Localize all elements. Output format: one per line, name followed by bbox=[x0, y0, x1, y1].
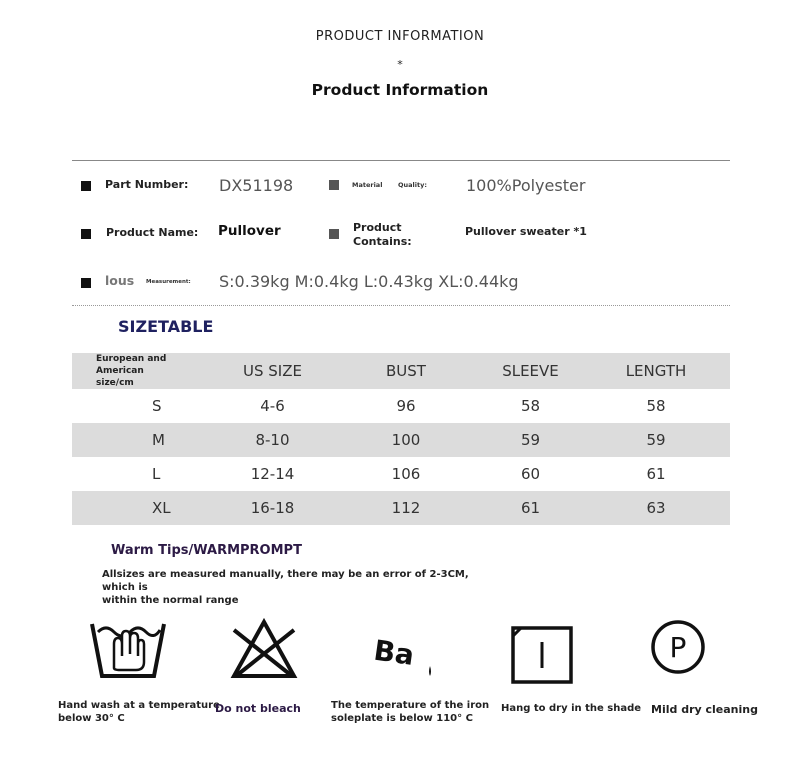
bullet-square-icon bbox=[81, 229, 91, 239]
header-star: * bbox=[397, 58, 403, 71]
dry-in-shade-caption: Hang to dry in the shade bbox=[501, 703, 642, 714]
bullet-square-icon bbox=[329, 229, 339, 239]
contains-label-line1: Product bbox=[353, 221, 402, 234]
warm-tips-title: Warm Tips/WARMPROMPT bbox=[111, 543, 302, 558]
cell-us-size: 4-6 bbox=[260, 397, 285, 415]
divider-top bbox=[72, 160, 730, 161]
cell-us-size: 8-10 bbox=[212, 423, 333, 457]
cell-us-size: 16-18 bbox=[212, 491, 333, 525]
cell-length: 61 bbox=[646, 465, 666, 483]
bullet-square-icon bbox=[329, 180, 339, 190]
product-name-value: Pullover bbox=[218, 223, 281, 239]
iron-caption: The temperature of the iron soleplate is below 110° C bbox=[331, 700, 490, 724]
bullet-square-icon bbox=[81, 278, 91, 288]
table-row bbox=[72, 423, 730, 457]
header-sleeve: SLEEVE bbox=[479, 353, 582, 389]
cell-length: 58 bbox=[646, 397, 666, 415]
cell-length: 63 bbox=[582, 491, 730, 525]
hand-wash-icon bbox=[90, 618, 166, 680]
part-number-value: DX51198 bbox=[219, 176, 294, 195]
cell-sleeve: 59 bbox=[479, 423, 582, 457]
no-bleach-icon bbox=[230, 618, 298, 680]
table-row bbox=[72, 457, 730, 491]
product-name-label: Product Name: bbox=[106, 226, 199, 239]
measurement-label: Measurement: bbox=[146, 279, 191, 285]
cell-sleeve: 61 bbox=[479, 491, 582, 525]
table-row bbox=[72, 389, 730, 423]
weight-label: lous bbox=[105, 273, 135, 288]
cell-bust: 112 bbox=[333, 491, 479, 525]
header-us-size: US SIZE bbox=[212, 353, 333, 389]
header-length: LENGTH bbox=[582, 353, 730, 389]
cell-sleeve: 60 bbox=[520, 465, 541, 483]
size-table-title: SIZETABLE bbox=[118, 317, 214, 336]
contains-label-line2: Contains: bbox=[353, 235, 412, 248]
cell-sleeve: 58 bbox=[520, 397, 541, 415]
cell-size: S bbox=[152, 397, 162, 415]
iron-symbol-text: Ba bbox=[372, 633, 417, 672]
iron-icon bbox=[372, 628, 436, 678]
bullet-square-icon bbox=[81, 181, 91, 191]
header-caps-title: PRODUCT INFORMATION bbox=[315, 29, 485, 44]
contains-value: Pullover sweater *1 bbox=[465, 225, 587, 238]
no-bleach-caption: Do not bleach bbox=[215, 702, 301, 715]
cell-size: XL bbox=[72, 491, 212, 525]
warm-tips-note: Allsizes are measured manually, there may be an error of 2-3CM, which is within the normal range bbox=[102, 569, 469, 606]
header-region-size: European and American size/cm bbox=[72, 353, 212, 389]
dry-in-shade-icon bbox=[511, 626, 573, 684]
dry-clean-icon bbox=[650, 619, 706, 675]
cell-bust: 100 bbox=[333, 423, 479, 457]
dry-clean-caption: Mild dry cleaning bbox=[651, 703, 758, 716]
dry-clean-symbol-text: P bbox=[669, 631, 687, 664]
hand-wash-caption: Hand wash at a temperature below 30° C bbox=[58, 700, 220, 724]
page-title: Product Information bbox=[311, 81, 489, 99]
header-bust: BUST bbox=[333, 353, 479, 389]
table-row bbox=[72, 491, 730, 525]
cell-size: L bbox=[152, 465, 161, 483]
material-value: 100%Polyester bbox=[466, 176, 586, 195]
cell-bust: 106 bbox=[391, 465, 421, 483]
quality-label: Quality: bbox=[398, 181, 427, 189]
cell-bust: 96 bbox=[396, 397, 416, 415]
size-table bbox=[72, 353, 730, 525]
divider-dotted bbox=[72, 305, 730, 306]
cell-size: M bbox=[72, 423, 212, 457]
part-number-label: Part Number: bbox=[105, 178, 189, 191]
weight-value: S:0.39kg M:0.4kg L:0.43kg XL:0.44kg bbox=[219, 272, 519, 291]
table-header-row bbox=[72, 353, 730, 389]
cell-length: 59 bbox=[582, 423, 730, 457]
material-label: Material bbox=[352, 181, 383, 189]
cell-us-size: 12-14 bbox=[250, 465, 295, 483]
